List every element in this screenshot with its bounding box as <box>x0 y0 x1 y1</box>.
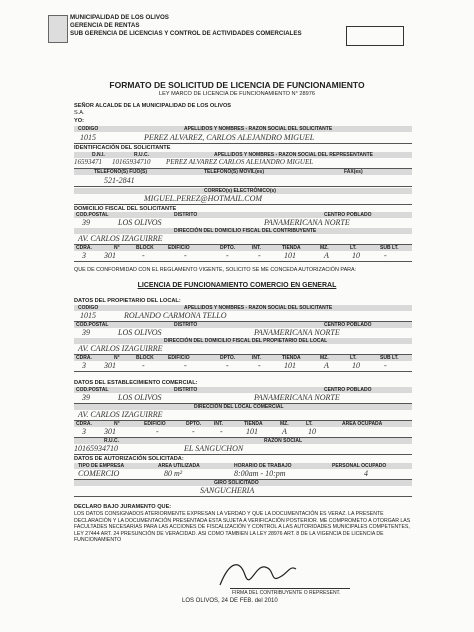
signature <box>210 555 300 591</box>
owner-val-int: - <box>258 361 261 370</box>
owner-distrito: LOS OLIVOS <box>118 328 162 337</box>
direccion-row <box>74 234 412 245</box>
dni-label: D.N.I. <box>92 152 105 158</box>
domicilio-label: DOMICILIO FISCAL DEL SOLICITANTE <box>74 206 177 212</box>
autorizacion-label: DATOS DE AUTORIZACIÓN SOLICITADA: <box>74 456 184 462</box>
col-block: BLOCK <box>136 245 154 251</box>
owner-col-edificio: EDIFICIO <box>168 355 190 361</box>
owner-cod-postal: 39 <box>82 328 90 337</box>
direccion-value: AV. CARLOS IZAGUIRRE <box>78 234 163 243</box>
giro-value: SANGUCHERIA <box>200 486 255 495</box>
applicant-name: PEREZ ALVAREZ, CARLOS ALEJANDRO MIGUEL <box>144 133 315 142</box>
distrito-value: LOS OLIVOS <box>118 218 162 227</box>
ident-label: IDENTIFICACIÓN DEL SOLICITANTE <box>74 145 171 151</box>
rep-label: APELLIDOS Y NOMBRES - RAZON SOCIAL DEL REPRESENTANTE <box>214 152 373 158</box>
giro-row <box>74 486 412 497</box>
distrito-label: DISTRITO <box>174 212 198 218</box>
estab-col-edificio: EDIFICIO <box>144 421 166 427</box>
municipal-seal <box>48 15 68 43</box>
owner-val-tienda: 101 <box>284 361 296 370</box>
propietario-label: DATOS DEL PROPIETARIO DEL LOCAL: <box>74 298 181 304</box>
owner-codigo-label: CODIGO <box>78 305 99 311</box>
owner-col-lt: LT. <box>350 355 357 361</box>
phone-row <box>74 176 412 187</box>
col-edificio: EDIFICIO <box>168 245 190 251</box>
val-mz: A <box>324 251 329 260</box>
owner-col-dpto: DPTO. <box>220 355 236 361</box>
salutation: SEÑOR ALCALDE DE LA MUNICIPALIDAD DE LOS OLIVOS <box>74 103 232 109</box>
estab-col-dpto: DPTO. <box>186 421 202 427</box>
estab-centro-label: CENTRO POBLADO <box>324 387 372 393</box>
municipality-name: MUNICIPALIDAD DE LOS OLIVOS <box>70 14 169 21</box>
ruc-value: 10165934710 <box>112 158 151 166</box>
estab-ruc-row <box>74 444 412 455</box>
address-values-row <box>74 251 412 262</box>
owner-direccion-row <box>74 344 412 355</box>
estab-val-num: 301 <box>104 427 116 436</box>
estab-col-int: INT. <box>214 421 223 427</box>
owner-val-lt: 10 <box>352 361 360 370</box>
estab-val-cdra: 3 <box>82 427 86 436</box>
tel-fijo-value: 521-2841 <box>104 176 135 185</box>
owner-name: ROLANDO CARMONA TELLO <box>124 311 227 320</box>
dni-value: 16593471 <box>74 158 102 166</box>
estab-cod-postal-label: COD.POSTAL <box>76 387 109 393</box>
auth-col-tipo: TIPO DE EMPRESA <box>78 463 125 469</box>
estab-col-cdra: CDRA. <box>76 421 92 427</box>
val-int: - <box>258 251 261 260</box>
estab-values-row <box>74 427 412 438</box>
form-subtitle: LEY MARCO DE LICENCIA DE FUNCIONAMIENTO N° 28976 <box>159 91 315 97</box>
val-block: - <box>142 251 145 260</box>
cod-postal-label: COD.POSTAL <box>76 212 109 218</box>
estab-direccion: AV. CARLOS IZAGUIRRE <box>78 410 163 419</box>
applicant-header-band <box>74 126 412 132</box>
col-int: INT. <box>252 245 261 251</box>
owner-val-num: 301 <box>104 361 116 370</box>
declaracion-title: DECLARO BAJO JURAMENTO QUE: <box>74 504 172 510</box>
estab-distrito-label: DISTRITO <box>174 387 198 393</box>
letterhead <box>70 14 302 38</box>
ruc-label: R.U.C. <box>134 152 149 158</box>
owner-val-dpto: - <box>226 361 229 370</box>
val-edificio: - <box>184 251 187 260</box>
estab-val-mz: A <box>282 427 287 436</box>
auth-val-personal: 4 <box>364 469 368 478</box>
estab-ruc-label: R.U.C. <box>104 438 119 444</box>
owner-col-tienda: TIENDA <box>282 355 301 361</box>
signature-line <box>230 588 350 589</box>
owner-distrito-label: DISTRITO <box>174 322 198 328</box>
rep-value: PEREZ ALVAREZ CARLOS ALEJANDRO MIGUEL <box>166 158 314 166</box>
owner-col-block: BLOCK <box>136 355 154 361</box>
owner-val-edificio: - <box>184 361 187 370</box>
estab-col-num: N° <box>114 421 120 427</box>
estab-val-dpto: - <box>192 427 195 436</box>
establecimiento-label: DATOS DEL ESTABLECIMIENTO COMERCIAL: <box>74 380 198 386</box>
col-mz: MZ. <box>320 245 329 251</box>
giro-label: GIRO SOLICITADO <box>214 480 259 486</box>
auth-col-personal: PERSONAL OCUPADO <box>332 463 387 469</box>
estab-cod-postal: 39 <box>82 393 90 402</box>
applicant-row <box>74 133 412 144</box>
val-tienda: 101 <box>284 251 296 260</box>
declaracion-text: LOS DATOS CONSIGNADOS ATERIORMENTE EXPRESAN LA VERDAD Y QUE LA DOCUMENTACIÓN ES VERAZ. LA PRESENTE DECLARACIÓN Y LA DOCUMENTACIÓN PRESENTADA ESTA SUJETA A VERIFICACIÓN POSTERIOR. ME COMPROMETO A OTORGAR LAS FACULTADES NECESARIAS PARA LAS ACCIONES DE FISCALIZACIÓN Y CONTROL A LAS AUTORIDADES MUNICIPALES COMPETENTES, LEY 27444 ART. 24 PRESUNCIÓN DE VERACIDAD. ASI COMO TAMBIEN LA LEY 28976 ART. 8 DE LA VIGENCIA DE LICENCIA DE FUNCIONAMIENTO <box>74 511 411 543</box>
estab-razon: EL SANGUCHON <box>184 444 244 453</box>
receipt-stamp-box <box>346 26 404 46</box>
auth-val-horario: 8:00am - 10:pm <box>234 469 286 478</box>
owner-nombre-label: APELLIDOS Y NOMBRES - RAZON SOCIAL DEL SOLICITANTE <box>184 305 333 311</box>
solicitud-text: QUE DE CONFORMIDAD CON EL REGLAMENTO VIGENTE, SOLICITO SE ME CONCEDA AUTORIZACIÓN PARA: <box>74 267 357 273</box>
estab-col-area: AREA OCUPADA <box>342 421 383 427</box>
ident-row <box>74 158 412 169</box>
estab-centro: PANAMERICANA NORTE <box>254 393 340 402</box>
fax-label: FAX(es) <box>344 169 363 175</box>
office-name: GERENCIA DE RENTAS <box>70 22 140 29</box>
licencia-title: LICENCIA DE FUNCIONAMIENTO COMERCIO EN GENERAL <box>137 282 337 289</box>
owner-direccion: AV. CARLOS IZAGUIRRE <box>78 344 163 353</box>
auth-values-row <box>74 469 412 480</box>
cod-postal-value: 39 <box>82 218 90 227</box>
lugar-fecha: LOS OLIVOS, 24 DE FEB. del 2010 <box>182 598 278 604</box>
owner-centro: PANAMERICANA NORTE <box>254 328 340 337</box>
owner-val-sublt: - <box>384 361 387 370</box>
estab-col-lt: LT. <box>306 421 313 427</box>
owner-val-block: - <box>142 361 145 370</box>
estab-razon-label: RAZON SOCIAL <box>264 438 303 444</box>
nombre-label: APELLIDOS Y NOMBRES - RAZON SOCIAL DEL SOLICITANTE <box>184 126 333 132</box>
val-lt: 10 <box>352 251 360 260</box>
centro-label: CENTRO POBLADO <box>324 212 372 218</box>
estab-val-edificio: - <box>156 427 159 436</box>
owner-code: 1015 <box>80 311 96 320</box>
owner-val-mz: A <box>324 361 329 370</box>
estab-val-lt: 10 <box>308 427 316 436</box>
auth-col-area: AREA UTILIZADA <box>158 463 200 469</box>
auth-col-horario: HORARIO DE TRABAJO <box>234 463 292 469</box>
estab-distrito: LOS OLIVOS <box>118 393 162 402</box>
estab-direccion-label: DIRECCIÓN DEL LOCAL COMERCIAL <box>194 404 284 410</box>
val-num: 301 <box>104 251 116 260</box>
estab-val-int: - <box>220 427 223 436</box>
estab-ruc: 10165934710 <box>74 444 118 453</box>
owner-cod-postal-label: COD.POSTAL <box>76 322 109 328</box>
yo-label: YO: <box>74 118 84 124</box>
firma-label: FIRMA DEL CONTRIBUYENTE O REPRESENT. <box>232 590 341 596</box>
tel-movil-label: TELEFONO(S) MOVIL(es) <box>204 169 264 175</box>
col-sublt: SUB LT. <box>380 245 399 251</box>
auth-val-tipo: COMERCIO <box>78 469 120 478</box>
owner-col-int: INT. <box>252 355 261 361</box>
phone-band <box>74 169 412 175</box>
owner-val-cdra: 3 <box>82 361 86 370</box>
correo-value: MIGUEL.PEREZ@HOTMAIL.COM <box>144 194 263 203</box>
val-sublt: - <box>384 251 387 260</box>
owner-centro-label: CENTRO POBLADO <box>324 322 372 328</box>
sub-office-name: SUB GERENCIA DE LICENCIAS Y CONTROL DE ACTIVIDADES COMERCIALES <box>70 30 302 37</box>
estab-domicilio-row <box>74 393 412 404</box>
owner-col-mz: MZ. <box>320 355 329 361</box>
estab-col-mz: MZ. <box>280 421 289 427</box>
col-tienda: TIENDA <box>282 245 301 251</box>
owner-values-row <box>74 361 412 372</box>
col-cdra: CDRA. <box>76 245 92 251</box>
form-title: FORMATO DE SOLICITUD DE LICENCIA DE FUNCIONAMIENTO <box>109 80 365 90</box>
owner-direccion-label: DIRECCIÓN DEL DOMICILIO FISCAL DEL PROPIETARIO DEL LOCAL <box>164 338 328 344</box>
owner-col-cdra: CDRA. <box>76 355 92 361</box>
codigo-label: CODIGO <box>78 126 99 132</box>
auth-val-area: 80 m² <box>164 469 183 478</box>
owner-row <box>74 311 412 322</box>
correo-label: CORREO(s) ELECTRÓNICO(s) <box>204 188 276 194</box>
col-num: N° <box>114 245 120 251</box>
estab-direccion-row <box>74 410 412 421</box>
estab-col-tienda: TIENDA <box>244 421 263 427</box>
salutation-sa: S.A. <box>74 110 85 116</box>
estab-val-tienda: 101 <box>246 427 258 436</box>
direccion-label: DIRECCIÓN DEL DOMICILIO FISCAL DEL CONTRIBUYENTE <box>174 228 317 234</box>
owner-col-sublt: SUB LT. <box>380 355 399 361</box>
val-dpto: - <box>226 251 229 260</box>
tel-fijo-label: TELEFONO(S) FIJO(S) <box>94 169 148 175</box>
centro-value: PANAMERICANA NORTE <box>264 218 350 227</box>
applicant-code: 1015 <box>80 133 96 142</box>
col-lt: LT. <box>350 245 357 251</box>
email-row <box>74 194 412 205</box>
val-cdra: 3 <box>82 251 86 260</box>
owner-col-num: N° <box>114 355 120 361</box>
col-dpto: DPTO. <box>220 245 236 251</box>
